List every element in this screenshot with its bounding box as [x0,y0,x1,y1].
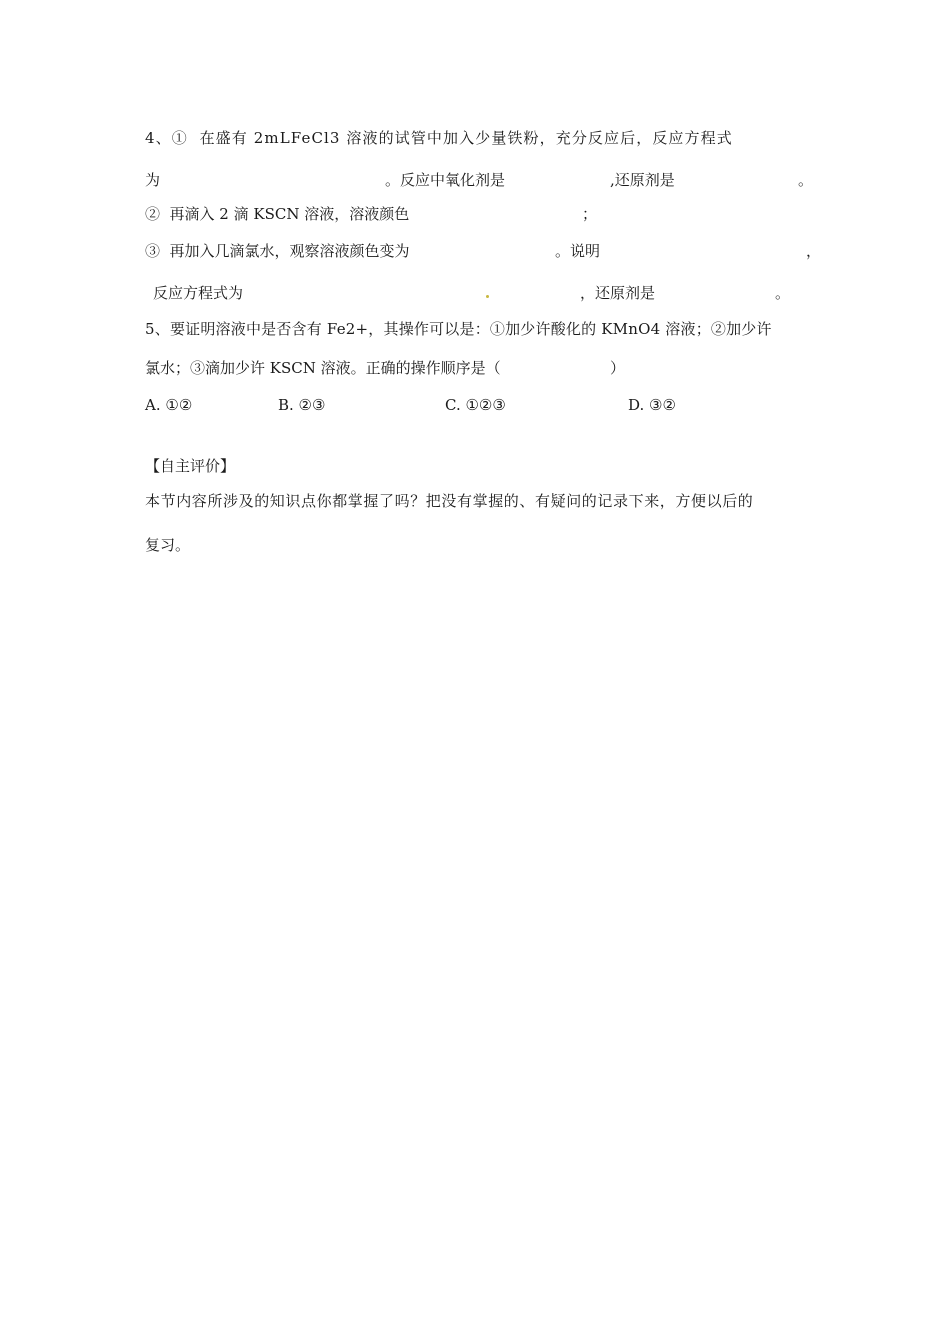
self-eval-heading: 【自主评价】 [145,457,236,475]
q4-line-5-end: 。 [775,284,791,302]
q5-option-c: C. ①②③ [445,396,506,414]
q4-line-5-reductant-label: ，还原剂是 [580,284,656,302]
q4-line-2-start: 为 [145,171,161,189]
q4-line-4-explain-label: 。说明 [555,242,601,260]
q4-line-1: 4、① 在盛有 2mLFeCl3 溶液的试管中加入少量铁粉，充分反应后，反应方程式 [145,129,733,147]
q4-line-2-end: 。 [798,171,814,189]
q4-line-3-color: ② 再滴入 2 滴 KSCN 溶液，溶液颜色 [145,205,410,223]
q4-line-5-equation-label: 反应方程式为 [153,284,244,302]
self-eval-text-2: 复习。 [145,536,191,554]
self-eval-text-1: 本节内容所涉及的知识点你都掌握了吗？把没有掌握的、有疑问的记录下来，方便以后的 [145,492,754,510]
q5-option-a: A. ①② [145,396,193,414]
decorative-dot [486,295,489,298]
q5-line-1: 5、要证明溶液中是否含有 Fe2+，其操作可以是：①加少许酸化的 KMnO4 溶液；②加少许 [145,320,772,338]
q4-line-4-end: ， [806,242,822,260]
q5-option-d: D. ③② [628,396,676,414]
q4-line-2-reductant-label: ,还原剂是 [610,171,675,189]
q5-line-2: 氯水；③滴加少许 KSCN 溶液。正确的操作顺序是（ [145,359,501,377]
q4-line-3-end: ； [582,205,598,223]
q4-line-4-color-change: ③ 再加入几滴氯水，观察溶液颜色变为 [145,242,410,260]
q5-line-2-end: ） [610,359,626,377]
q5-option-b: B. ②③ [278,396,326,414]
q4-line-2-oxidant-label: 。反应中氧化剂是 [385,171,506,189]
